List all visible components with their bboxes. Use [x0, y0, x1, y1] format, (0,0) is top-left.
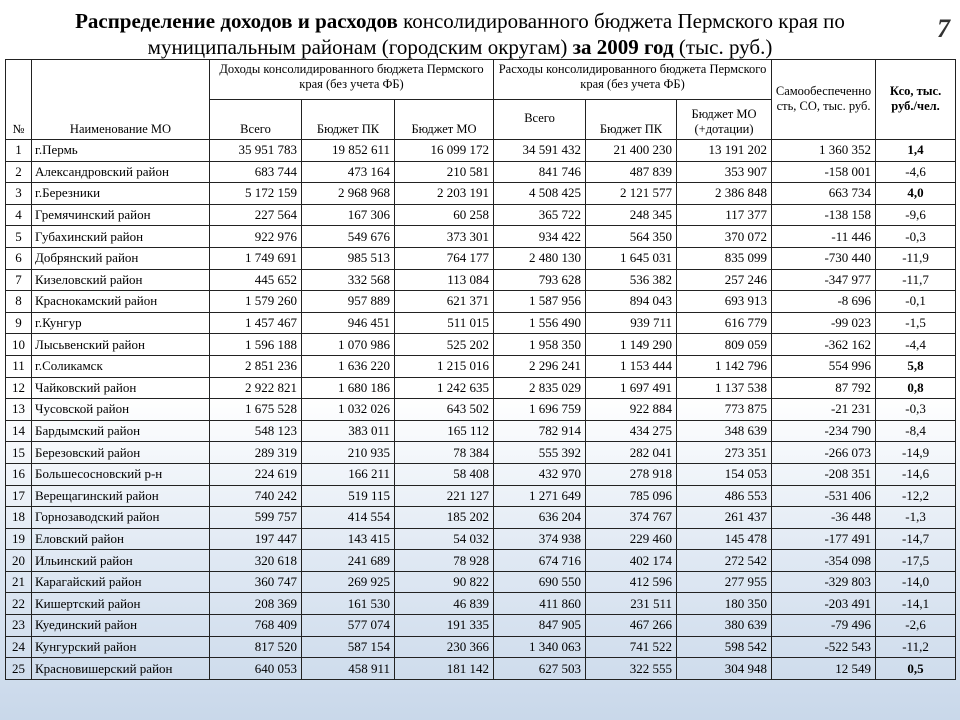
cell-exp-total: 2 296 241 [494, 355, 586, 377]
cell-exp-mo: 272 542 [677, 550, 772, 572]
cell-so: -11 446 [772, 226, 876, 248]
cell-so: -234 790 [772, 420, 876, 442]
cell-inc-mo: 525 202 [395, 334, 494, 356]
cell-num: 10 [6, 334, 32, 356]
cell-exp-total: 374 938 [494, 528, 586, 550]
cell-exp-pk: 412 596 [586, 571, 677, 593]
cell-exp-total: 2 480 130 [494, 247, 586, 269]
table-row [6, 312, 956, 334]
title-part-1: Распределение доходов и расходов [75, 9, 398, 33]
cell-exp-total: 411 860 [494, 593, 586, 615]
cell-exp-pk: 374 767 [586, 507, 677, 529]
cell-inc-mo: 221 127 [395, 485, 494, 507]
cell-inc-total: 740 242 [210, 485, 302, 507]
cell-exp-mo: 370 072 [677, 226, 772, 248]
cell-kso: -11,2 [876, 636, 956, 658]
cell-inc-mo: 2 203 191 [395, 183, 494, 205]
cell-num: 11 [6, 355, 32, 377]
cell-kso: -4,4 [876, 334, 956, 356]
cell-exp-pk: 1 153 444 [586, 355, 677, 377]
cell-num: 24 [6, 636, 32, 658]
cell-inc-mo: 113 084 [395, 269, 494, 291]
cell-inc-pk: 458 911 [302, 658, 395, 680]
cell-exp-pk: 282 041 [586, 442, 677, 464]
cell-exp-pk: 536 382 [586, 269, 677, 291]
cell-inc-mo: 373 301 [395, 226, 494, 248]
cell-inc-mo: 511 015 [395, 312, 494, 334]
cell-name: Александровский район [32, 161, 210, 183]
cell-exp-total: 4 508 425 [494, 183, 586, 205]
cell-inc-pk: 946 451 [302, 312, 395, 334]
cell-so: -21 231 [772, 399, 876, 421]
cell-exp-total: 555 392 [494, 442, 586, 464]
cell-exp-pk: 21 400 230 [586, 140, 677, 162]
cell-inc-total: 197 447 [210, 528, 302, 550]
table-row [6, 463, 956, 485]
header-income-budget-pk: Бюджет ПК [302, 100, 395, 140]
cell-inc-pk: 166 211 [302, 463, 395, 485]
cell-kso: -14,6 [876, 463, 956, 485]
cell-inc-total: 768 409 [210, 615, 302, 637]
cell-num: 21 [6, 571, 32, 593]
cell-exp-total: 1 958 350 [494, 334, 586, 356]
cell-so: 663 734 [772, 183, 876, 205]
header-self-sufficiency: Самообеспеченность, СО, тыс. руб. [772, 60, 876, 140]
cell-exp-pk: 741 522 [586, 636, 677, 658]
header-income-total: Всего [210, 100, 302, 140]
cell-exp-pk: 487 839 [586, 161, 677, 183]
cell-num: 17 [6, 485, 32, 507]
cell-name: Куединский район [32, 615, 210, 637]
cell-name: Добрянский район [32, 247, 210, 269]
header-expense-group: Расходы консолидированного бюджета Пермского края (без учета ФБ) [494, 60, 772, 100]
cell-exp-pk: 1 149 290 [586, 334, 677, 356]
cell-exp-pk: 1 645 031 [586, 247, 677, 269]
cell-exp-total: 636 204 [494, 507, 586, 529]
table-row [6, 204, 956, 226]
cell-exp-pk: 785 096 [586, 485, 677, 507]
cell-exp-pk: 467 266 [586, 615, 677, 637]
table-row [6, 140, 956, 162]
header-num: № [6, 60, 32, 140]
cell-kso: -0,3 [876, 226, 956, 248]
cell-inc-pk: 1 070 986 [302, 334, 395, 356]
cell-name: Кизеловский район [32, 269, 210, 291]
table-row [6, 615, 956, 637]
cell-name: Красновишерский район [32, 658, 210, 680]
cell-inc-total: 548 123 [210, 420, 302, 442]
cell-name: Чусовской район [32, 399, 210, 421]
cell-name: Горнозаводский район [32, 507, 210, 529]
cell-inc-mo: 46 839 [395, 593, 494, 615]
cell-kso: 0,8 [876, 377, 956, 399]
cell-inc-total: 2 922 821 [210, 377, 302, 399]
cell-num: 23 [6, 615, 32, 637]
page-title [0, 8, 920, 60]
cell-name: г.Кунгур [32, 312, 210, 334]
cell-exp-mo: 773 875 [677, 399, 772, 421]
cell-inc-total: 1 457 467 [210, 312, 302, 334]
cell-inc-pk: 1 032 026 [302, 399, 395, 421]
cell-inc-mo: 643 502 [395, 399, 494, 421]
cell-inc-pk: 332 568 [302, 269, 395, 291]
table-row [6, 485, 956, 507]
table-row [6, 658, 956, 680]
cell-exp-mo: 348 639 [677, 420, 772, 442]
cell-inc-mo: 1 215 016 [395, 355, 494, 377]
cell-inc-total: 1 579 260 [210, 291, 302, 313]
cell-name: г.Соликамск [32, 355, 210, 377]
cell-num: 20 [6, 550, 32, 572]
cell-exp-total: 793 628 [494, 269, 586, 291]
cell-kso: -14,1 [876, 593, 956, 615]
cell-exp-mo: 835 099 [677, 247, 772, 269]
cell-exp-mo: 598 542 [677, 636, 772, 658]
cell-exp-pk: 1 697 491 [586, 377, 677, 399]
cell-name: Краснокамский район [32, 291, 210, 313]
cell-kso: -2,6 [876, 615, 956, 637]
table-row [6, 291, 956, 313]
cell-exp-pk: 939 711 [586, 312, 677, 334]
cell-exp-total: 1 340 063 [494, 636, 586, 658]
cell-inc-total: 1 596 188 [210, 334, 302, 356]
cell-name: Гремячинский район [32, 204, 210, 226]
cell-inc-pk: 473 164 [302, 161, 395, 183]
cell-so: -531 406 [772, 485, 876, 507]
cell-so: 1 360 352 [772, 140, 876, 162]
cell-exp-pk: 2 121 577 [586, 183, 677, 205]
cell-so: -208 351 [772, 463, 876, 485]
cell-inc-pk: 167 306 [302, 204, 395, 226]
header-expense-budget-pk: Бюджет ПК [586, 100, 677, 140]
cell-inc-mo: 90 822 [395, 571, 494, 593]
cell-exp-total: 1 271 649 [494, 485, 586, 507]
cell-exp-mo: 145 478 [677, 528, 772, 550]
cell-inc-mo: 1 242 635 [395, 377, 494, 399]
cell-name: Лысьвенский район [32, 334, 210, 356]
cell-exp-pk: 322 555 [586, 658, 677, 680]
cell-exp-total: 847 905 [494, 615, 586, 637]
table-row [6, 442, 956, 464]
cell-exp-pk: 229 460 [586, 528, 677, 550]
cell-name: Ильинский район [32, 550, 210, 572]
cell-kso: -0,3 [876, 399, 956, 421]
cell-num: 2 [6, 161, 32, 183]
table-row [6, 355, 956, 377]
cell-num: 7 [6, 269, 32, 291]
cell-exp-mo: 486 553 [677, 485, 772, 507]
table-row [6, 636, 956, 658]
cell-so: -266 073 [772, 442, 876, 464]
cell-exp-mo: 13 191 202 [677, 140, 772, 162]
cell-inc-pk: 269 925 [302, 571, 395, 593]
table-row [6, 593, 956, 615]
cell-inc-total: 360 747 [210, 571, 302, 593]
cell-so: -79 496 [772, 615, 876, 637]
cell-name: Еловский район [32, 528, 210, 550]
cell-exp-total: 1 696 759 [494, 399, 586, 421]
cell-inc-pk: 519 115 [302, 485, 395, 507]
cell-exp-mo: 809 059 [677, 334, 772, 356]
cell-inc-mo: 60 258 [395, 204, 494, 226]
cell-inc-mo: 230 366 [395, 636, 494, 658]
budget-table [5, 59, 956, 680]
cell-num: 12 [6, 377, 32, 399]
cell-inc-pk: 414 554 [302, 507, 395, 529]
cell-so: -347 977 [772, 269, 876, 291]
cell-inc-pk: 2 968 968 [302, 183, 395, 205]
cell-exp-total: 432 970 [494, 463, 586, 485]
cell-exp-total: 934 422 [494, 226, 586, 248]
cell-name: Губахинский район [32, 226, 210, 248]
cell-inc-pk: 1 680 186 [302, 377, 395, 399]
cell-so: -99 023 [772, 312, 876, 334]
cell-so: 87 792 [772, 377, 876, 399]
cell-kso: -14,7 [876, 528, 956, 550]
cell-exp-pk: 434 275 [586, 420, 677, 442]
cell-exp-mo: 2 386 848 [677, 183, 772, 205]
table-row [6, 528, 956, 550]
cell-exp-total: 690 550 [494, 571, 586, 593]
cell-exp-pk: 894 043 [586, 291, 677, 313]
cell-inc-pk: 1 636 220 [302, 355, 395, 377]
cell-kso: 1,4 [876, 140, 956, 162]
cell-inc-total: 227 564 [210, 204, 302, 226]
cell-inc-pk: 577 074 [302, 615, 395, 637]
cell-exp-mo: 261 437 [677, 507, 772, 529]
cell-name: Большесосновский р-н [32, 463, 210, 485]
cell-exp-mo: 273 351 [677, 442, 772, 464]
cell-inc-mo: 58 408 [395, 463, 494, 485]
cell-num: 25 [6, 658, 32, 680]
cell-kso: -9,6 [876, 204, 956, 226]
table-row [6, 550, 956, 572]
cell-kso: 4,0 [876, 183, 956, 205]
table-row [6, 183, 956, 205]
cell-name: Верещагинский район [32, 485, 210, 507]
cell-exp-pk: 922 884 [586, 399, 677, 421]
cell-so: -730 440 [772, 247, 876, 269]
cell-num: 14 [6, 420, 32, 442]
cell-inc-pk: 161 530 [302, 593, 395, 615]
cell-inc-total: 599 757 [210, 507, 302, 529]
cell-inc-pk: 19 852 611 [302, 140, 395, 162]
table-row [6, 269, 956, 291]
title-part-4: (тыс. руб.) [673, 35, 773, 59]
cell-inc-mo: 78 384 [395, 442, 494, 464]
cell-inc-pk: 383 011 [302, 420, 395, 442]
cell-exp-mo: 277 955 [677, 571, 772, 593]
cell-inc-mo: 764 177 [395, 247, 494, 269]
cell-inc-mo: 210 581 [395, 161, 494, 183]
cell-inc-total: 2 851 236 [210, 355, 302, 377]
table-row [6, 247, 956, 269]
header-expense-total: Всего [494, 100, 586, 140]
cell-so: -203 491 [772, 593, 876, 615]
cell-inc-pk: 957 889 [302, 291, 395, 313]
cell-exp-mo: 154 053 [677, 463, 772, 485]
cell-exp-mo: 1 142 796 [677, 355, 772, 377]
cell-num: 1 [6, 140, 32, 162]
table-row [6, 507, 956, 529]
table-row [6, 334, 956, 356]
page-number: 7 [937, 14, 950, 43]
cell-exp-mo: 693 913 [677, 291, 772, 313]
cell-inc-pk: 549 676 [302, 226, 395, 248]
cell-exp-mo: 380 639 [677, 615, 772, 637]
cell-kso: -14,0 [876, 571, 956, 593]
cell-kso: -12,2 [876, 485, 956, 507]
cell-so: 554 996 [772, 355, 876, 377]
cell-num: 18 [6, 507, 32, 529]
cell-exp-pk: 402 174 [586, 550, 677, 572]
header-kso: Ксо, тыс. руб./чел. [876, 60, 956, 140]
table-row [6, 571, 956, 593]
cell-inc-total: 640 053 [210, 658, 302, 680]
table-body [6, 140, 956, 680]
cell-exp-total: 627 503 [494, 658, 586, 680]
cell-kso: -14,9 [876, 442, 956, 464]
cell-num: 15 [6, 442, 32, 464]
cell-exp-total: 1 587 956 [494, 291, 586, 313]
cell-num: 8 [6, 291, 32, 313]
cell-so: -522 543 [772, 636, 876, 658]
cell-inc-total: 922 976 [210, 226, 302, 248]
table-row [6, 226, 956, 248]
cell-so: 12 549 [772, 658, 876, 680]
title-part-3: за 2009 год [567, 35, 674, 59]
header-income-group: Доходы консолидированного бюджета Пермского края (без учета ФБ) [210, 60, 494, 100]
cell-name: Бардымский район [32, 420, 210, 442]
cell-num: 19 [6, 528, 32, 550]
cell-inc-pk: 143 415 [302, 528, 395, 550]
cell-num: 3 [6, 183, 32, 205]
cell-exp-pk: 248 345 [586, 204, 677, 226]
cell-num: 9 [6, 312, 32, 334]
cell-num: 13 [6, 399, 32, 421]
cell-kso: -1,3 [876, 507, 956, 529]
table-header [6, 60, 956, 140]
cell-name: г.Пермь [32, 140, 210, 162]
cell-inc-total: 208 369 [210, 593, 302, 615]
table-row [6, 377, 956, 399]
cell-exp-pk: 231 511 [586, 593, 677, 615]
cell-kso: -17,5 [876, 550, 956, 572]
cell-inc-mo: 191 335 [395, 615, 494, 637]
cell-inc-pk: 587 154 [302, 636, 395, 658]
cell-num: 22 [6, 593, 32, 615]
cell-num: 4 [6, 204, 32, 226]
cell-inc-mo: 78 928 [395, 550, 494, 572]
title-part-2: консолидированного бюджета Пермского края по муниципальным районам (городским округам) [147, 9, 845, 59]
cell-kso: -11,7 [876, 269, 956, 291]
cell-so: -329 803 [772, 571, 876, 593]
cell-so: -138 158 [772, 204, 876, 226]
cell-so: -158 001 [772, 161, 876, 183]
header-expense-budget-mo: Бюджет МО (+дотации) [677, 100, 772, 140]
cell-exp-total: 34 591 432 [494, 140, 586, 162]
cell-kso: -0,1 [876, 291, 956, 313]
cell-inc-total: 289 319 [210, 442, 302, 464]
cell-inc-mo: 621 371 [395, 291, 494, 313]
cell-exp-mo: 616 779 [677, 312, 772, 334]
cell-name: Кишертский район [32, 593, 210, 615]
cell-inc-total: 1 749 691 [210, 247, 302, 269]
cell-kso: -8,4 [876, 420, 956, 442]
table-row [6, 399, 956, 421]
cell-inc-pk: 241 689 [302, 550, 395, 572]
cell-exp-mo: 117 377 [677, 204, 772, 226]
cell-exp-mo: 257 246 [677, 269, 772, 291]
cell-inc-mo: 181 142 [395, 658, 494, 680]
cell-exp-mo: 180 350 [677, 593, 772, 615]
cell-inc-total: 445 652 [210, 269, 302, 291]
cell-so: -36 448 [772, 507, 876, 529]
header-name: Наименование МО [32, 60, 210, 140]
cell-exp-total: 365 722 [494, 204, 586, 226]
table-row [6, 420, 956, 442]
cell-inc-mo: 165 112 [395, 420, 494, 442]
cell-num: 6 [6, 247, 32, 269]
cell-exp-pk: 278 918 [586, 463, 677, 485]
cell-so: -8 696 [772, 291, 876, 313]
cell-name: Чайковский район [32, 377, 210, 399]
cell-exp-total: 782 914 [494, 420, 586, 442]
cell-exp-mo: 353 907 [677, 161, 772, 183]
cell-inc-pk: 985 513 [302, 247, 395, 269]
cell-inc-total: 35 951 783 [210, 140, 302, 162]
cell-inc-mo: 185 202 [395, 507, 494, 529]
cell-kso: -1,5 [876, 312, 956, 334]
cell-inc-total: 1 675 528 [210, 399, 302, 421]
cell-name: Березовский район [32, 442, 210, 464]
cell-num: 5 [6, 226, 32, 248]
cell-so: -177 491 [772, 528, 876, 550]
cell-exp-total: 1 556 490 [494, 312, 586, 334]
cell-exp-mo: 304 948 [677, 658, 772, 680]
table-row [6, 161, 956, 183]
cell-inc-mo: 16 099 172 [395, 140, 494, 162]
cell-exp-total: 841 746 [494, 161, 586, 183]
cell-num: 16 [6, 463, 32, 485]
cell-inc-pk: 210 935 [302, 442, 395, 464]
cell-exp-mo: 1 137 538 [677, 377, 772, 399]
cell-inc-mo: 54 032 [395, 528, 494, 550]
cell-name: Карагайский район [32, 571, 210, 593]
cell-kso: 5,8 [876, 355, 956, 377]
cell-name: г.Березники [32, 183, 210, 205]
cell-exp-pk: 564 350 [586, 226, 677, 248]
header-income-budget-mo: Бюджет МО [395, 100, 494, 140]
cell-inc-total: 5 172 159 [210, 183, 302, 205]
cell-name: Кунгурский район [32, 636, 210, 658]
cell-exp-total: 2 835 029 [494, 377, 586, 399]
cell-inc-total: 320 618 [210, 550, 302, 572]
cell-so: -354 098 [772, 550, 876, 572]
cell-inc-total: 683 744 [210, 161, 302, 183]
cell-kso: 0,5 [876, 658, 956, 680]
cell-inc-total: 817 520 [210, 636, 302, 658]
cell-inc-total: 224 619 [210, 463, 302, 485]
cell-kso: -11,9 [876, 247, 956, 269]
cell-kso: -4,6 [876, 161, 956, 183]
cell-so: -362 162 [772, 334, 876, 356]
cell-exp-total: 674 716 [494, 550, 586, 572]
